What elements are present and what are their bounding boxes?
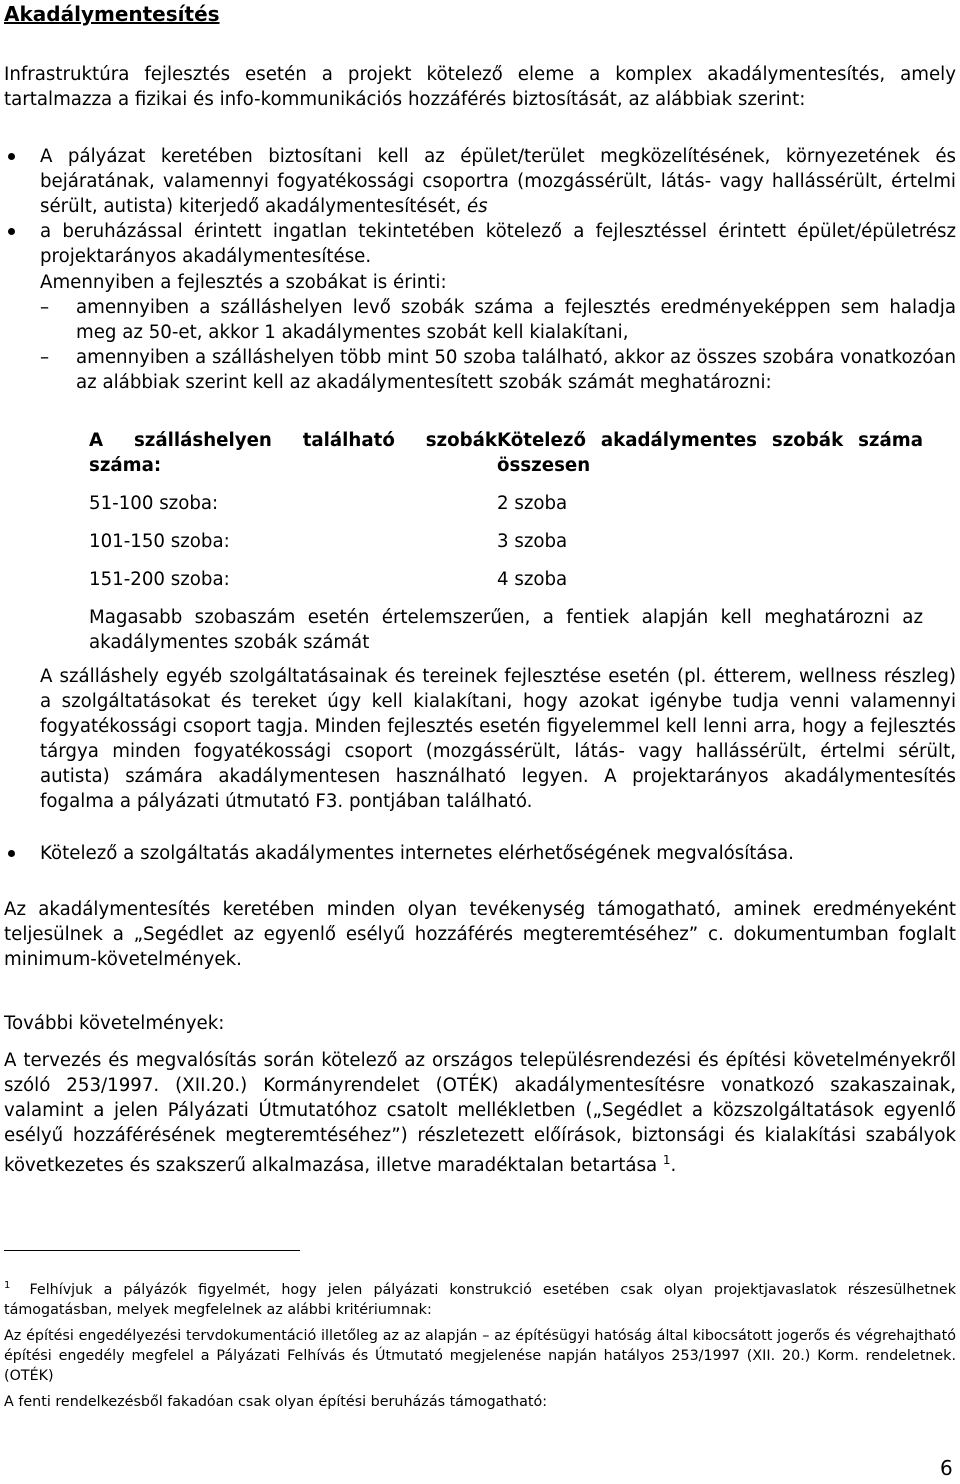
support-paragraph: Az akadálymentesítés keretében minden olyan tevékenység támogatható, aminek eredményeként teljesülnek a „Segédlet az egyenlő esélyű hozzáférés megteremtéséhez” c. dokumentumban foglalt minimum-követelmények. xyxy=(4,899,956,970)
bullet-text: A pályázat keretében biztosítani kell az épület/terület megközelítésének, környezetének és bejáratának, valamennyi fogyatékossági csoportra (mozgássérült, látás- vagy hallássérült, értelmi sérült, autista) kiterjedő akadálymentesítését, xyxy=(40,146,956,217)
dash-text: amennyiben a szálláshelyen levő szobák száma a fejlesztés eredményeképpen sem haladja meg az 50-et, akkor 1 akadálymentes szobát kell kialakítani, xyxy=(76,297,956,343)
further-requirements-heading: További követelmények: xyxy=(4,1013,225,1034)
table-cell: 3 szoba xyxy=(497,531,568,552)
footnote-text: Felhívjuk a pályázók figyelmét, hogy jelen pályázati konstrukció esetében csak olyan projektjavaslatok részesülhetnek támogatásban, melyek megfelelnek az alábbi kritériumnak: xyxy=(4,1281,956,1318)
list-item xyxy=(40,345,956,395)
table-cell: 101-150 szoba: xyxy=(89,531,230,552)
requirements-text: A tervezés és megvalósítás során kötelező az országos településrendezési és építési követelményekről szóló 253/1997. (XII.20.) Kormányrendelet (OTÉK) akadálymentesítésre vonatkozó szakaszainak, valamint a jelen Pályázati Útmutatóhoz csatolt mellékletben („Segédlet a közszolgáltatások egyenlő esélyű hozzáférésének megteremtéséhez”) részletezett előírások, biztonsági és kialakítási szabályok következetes és szakszerű alkalmazása, illetve maradéktalan betartása xyxy=(4,1050,956,1177)
table-cell: 4 szoba xyxy=(497,569,568,590)
bullet-text: Kötelező a szolgáltatás akadálymentes internetes elérhetőségének megvalósítása. xyxy=(40,843,794,864)
rooms-intro: Amennyiben a fejlesztés a szobákat is érinti: xyxy=(40,272,447,293)
dash-text: amennyiben a szálláshelyen több mint 50 szoba található, akkor az összes szobára vonatkozóan az alábbiak szerint kell az akadálymentesített szobák számát meghatározni: xyxy=(76,347,956,393)
table-header-row xyxy=(89,428,923,491)
table-note: Magasabb szobaszám esetén értelemszerűen, a fentiek alapján kell meghatározni az akadálymentes szobák számát xyxy=(89,607,923,653)
list-item xyxy=(4,219,956,269)
list-item xyxy=(40,295,956,345)
requirements-bullet-list xyxy=(4,144,956,269)
dash-marker: – xyxy=(40,297,50,318)
table-note-row xyxy=(89,605,923,668)
requirements-paragraph xyxy=(4,1048,956,1178)
internet-bullet-list xyxy=(4,841,956,866)
table-header-cell: A szálláshelyen található szobák száma: xyxy=(89,430,497,476)
table-row xyxy=(89,491,923,529)
table-header-cell: Kötelező akadálymentes szobák száma összesen xyxy=(497,430,923,476)
table-row xyxy=(89,567,923,605)
footnote xyxy=(4,1276,956,1320)
rooms-table xyxy=(89,428,923,668)
dash-marker: – xyxy=(40,347,50,368)
bullet-text: a beruházással érintett ingatlan tekintetében kötelező a fejlesztéssel érintett épület/épületrész projektarányos akadálymentesítése. xyxy=(40,221,956,267)
sentence-end: . xyxy=(670,1155,677,1177)
table-cell: 51-100 szoba: xyxy=(89,493,219,514)
table-cell: 2 szoba xyxy=(497,493,568,514)
bullet-conjunction: és xyxy=(466,196,488,217)
table-row xyxy=(89,529,923,567)
bullet-icon xyxy=(8,850,15,857)
footnote-separator xyxy=(4,1250,300,1251)
footnotes xyxy=(4,1276,956,1412)
footnote-reference[interactable]: 1 xyxy=(662,1153,671,1167)
list-item xyxy=(4,841,956,866)
rooms-dash-list xyxy=(40,295,956,395)
footnote-continuation: Az építési engedélyezési tervdokumentáció illetőleg az az alapján – az építésügyi hatóság által kibocsátott jogerős és végrehajtható építési engedély megfelel a Pályázati Felhívás és Útmutató megjelenése napján hatályos 253/1997 (XII. 20.) Korm. rendeletnek. (OTÉK) xyxy=(4,1327,956,1384)
bullet-icon xyxy=(8,153,15,160)
footnote-continuation: A fenti rendelkezésből fakadóan csak olyan építési beruházás támogatható: xyxy=(4,1393,548,1410)
table-cell: 151-200 szoba: xyxy=(89,569,230,590)
page-title: Akadálymentesítés xyxy=(4,2,220,26)
footnote-marker: 1 xyxy=(4,1280,11,1291)
page-number: 6 xyxy=(940,1456,953,1480)
intro-paragraph: Infrastruktúra fejlesztés esetén a projekt kötelező eleme a komplex akadálymentesítés, amely tartalmazza a fizikai és info-kommunikációs hozzáférés biztosítását, az alábbiak szerint: xyxy=(4,64,956,110)
services-paragraph: A szálláshely egyéb szolgáltatásainak és tereinek fejlesztése esetén (pl. étterem, wellness részleg) a szolgáltatásokat és tereket úgy kell kialakítani, hogy azokat igénybe tudja venni valamennyi fogyatékossági csoport tagja. Minden fejlesztés esetén figyelemmel kell lenni arra, hogy a fejlesztés tárgya minden fogyatékossági csoport (mozgássérült, látás- vagy hallássérült, értelmi sérült, autista) számára akadálymentesen használható legyen. A projektarányos akadálymentesítés fogalma a pályázati útmutató F3. pontjában található. xyxy=(40,666,956,812)
bullet-icon xyxy=(8,228,15,235)
list-item xyxy=(4,144,956,219)
